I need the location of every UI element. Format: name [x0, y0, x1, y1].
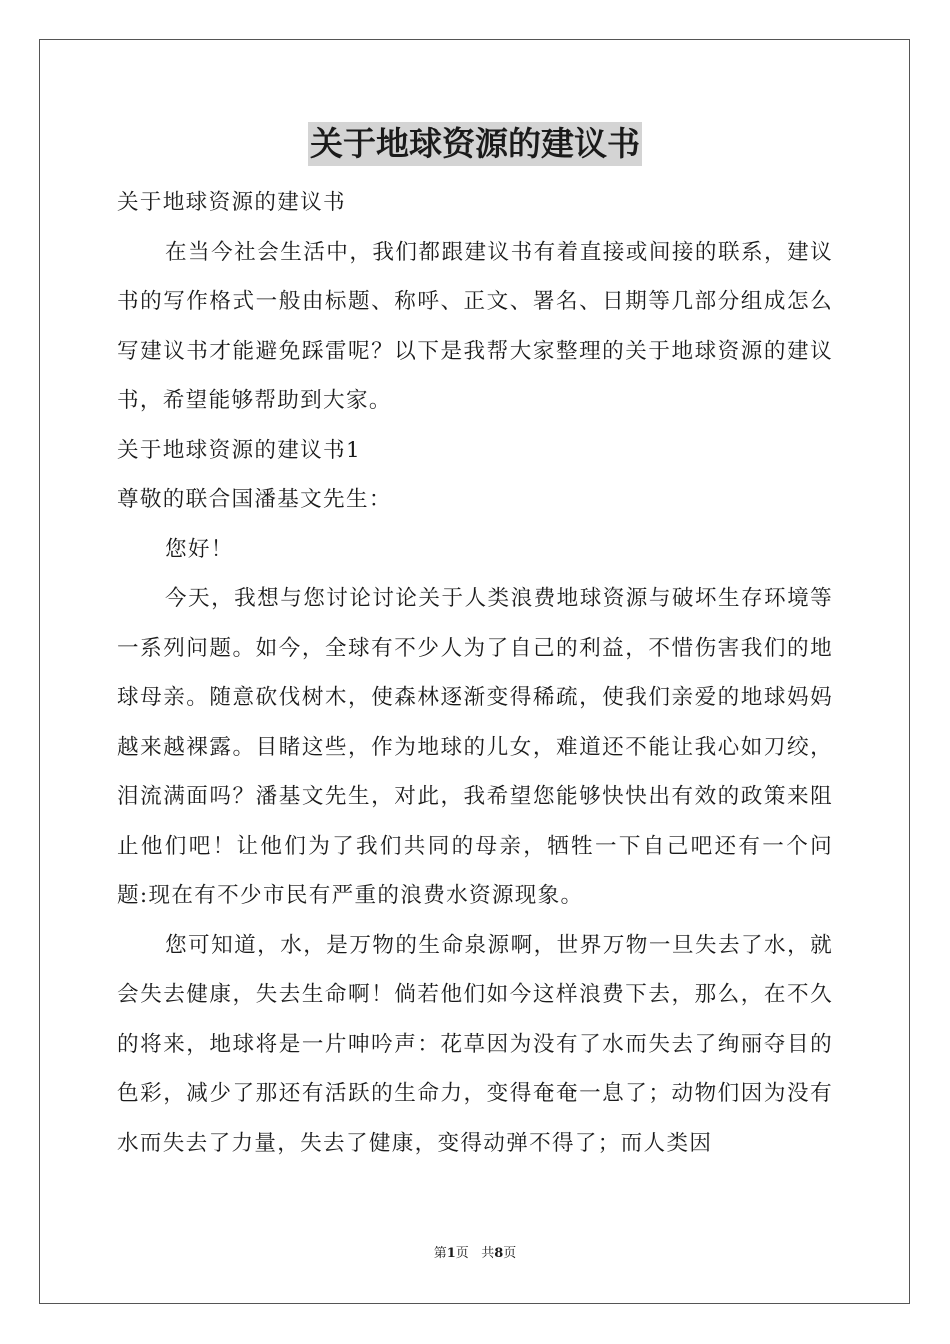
paragraph: 关于地球资源的建议书1 — [117, 437, 361, 463]
paragraph: 您可知道，水，是万物的生命泉源啊，世界万物一旦失去了水，就会失去健康，失去生命啊！倘若他们如今这样浪费下去，那么，在不久的将来，地球将是一片呻吟声：花草因为没有了水而失去了绚丽夺目的色彩，减少了那还有活跃的生命力，变得奄奄一息了；动物们因为没有水而失去了力量，失去了健康，变得动弹不得了；而人类因 — [117, 932, 833, 1156]
document-title: 关于地球资源的建议书 — [308, 122, 642, 166]
paragraph: 尊敬的联合国潘基文先生： — [117, 487, 392, 512]
current-page-number: 1 — [446, 1246, 456, 1261]
total-page-count: 8 — [494, 1246, 504, 1261]
title-container — [0, 122, 950, 166]
total-suffix: 页 — [503, 1246, 517, 1261]
document-body — [117, 178, 833, 1168]
paragraph: 您好！ — [165, 536, 234, 562]
paragraph: 关于地球资源的建议书 — [117, 190, 346, 215]
page-suffix: 页 — [455, 1246, 469, 1261]
page-prefix: 第 — [433, 1246, 447, 1261]
paragraph: 在当今社会生活中，我们都跟建议书有着直接或间接的联系，建议书的写作格式一般由标题、称呼、正文、署名、日期等几部分组成怎么写建议书才能避免踩雷呢？以下是我帮大家整理的关于地球资源的建议书，希望能够帮助到大家。 — [117, 239, 833, 413]
page-footer — [0, 1244, 950, 1264]
paragraph: 今天，我想与您讨论讨论关于人类浪费地球资源与破坏生存环境等一系列问题。如今，全球有不少人为了自己的利益，不惜伤害我们的地球母亲。随意砍伐树木，使森林逐渐变得稀疏，使我们亲爱的地球妈妈越来越裸露。目睹这些，作为地球的儿女，难道还不能让我心如刀绞，泪流满面吗？潘基文先生，对此，我希望您能够快快出有效的政策来阻止他们吧！让他们为了我们共同的母亲，牺牲一下自己吧还有一个问题:现在有不少市民有严重的浪费水资源现象。 — [117, 586, 833, 908]
total-prefix: 共 — [481, 1246, 495, 1261]
